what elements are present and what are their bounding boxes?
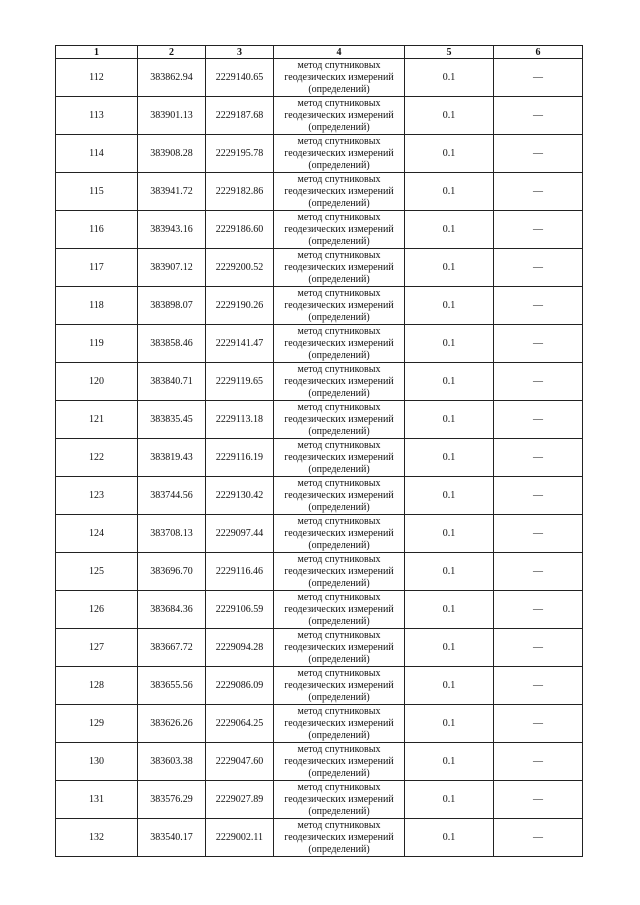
header-col-4: 4 [274, 46, 405, 59]
point-number-cell: 118 [56, 287, 138, 325]
accuracy-cell: 0.1 [405, 97, 494, 135]
accuracy-cell: 0.1 [405, 363, 494, 401]
y-coordinate-cell: 2229186.60 [206, 211, 274, 249]
table-row [56, 211, 583, 249]
method-cell [274, 743, 405, 781]
y-coordinate-cell: 2229097.44 [206, 515, 274, 553]
method-line: метод спутниковых [297, 211, 381, 223]
method-line: (определений) [308, 273, 370, 285]
table-row [56, 173, 583, 211]
y-coordinate-cell: 2229200.52 [206, 249, 274, 287]
y-coordinate-cell: 2229195.78 [206, 135, 274, 173]
method-cell [274, 173, 405, 211]
method-line: геодезических измерений [284, 527, 394, 539]
header-col-3: 3 [206, 46, 274, 59]
y-coordinate-cell: 2229002.11 [206, 819, 274, 857]
point-number-cell: 114 [56, 135, 138, 173]
col6-cell: — [494, 781, 583, 819]
x-coordinate-cell: 383862.94 [138, 59, 206, 97]
method-line: (определений) [308, 311, 370, 323]
y-coordinate-cell: 2229086.09 [206, 667, 274, 705]
method-line: метод спутниковых [297, 743, 381, 755]
point-number-cell: 121 [56, 401, 138, 439]
y-coordinate-cell: 2229106.59 [206, 591, 274, 629]
method-line: геодезических измерений [284, 413, 394, 425]
table-row [56, 325, 583, 363]
point-number-cell: 128 [56, 667, 138, 705]
x-coordinate-cell: 383744.56 [138, 477, 206, 515]
method-line: (определений) [308, 387, 370, 399]
y-coordinate-cell: 2229130.42 [206, 477, 274, 515]
method-line: геодезических измерений [284, 641, 394, 653]
x-coordinate-cell: 383901.13 [138, 97, 206, 135]
y-coordinate-cell: 2229116.46 [206, 553, 274, 591]
table-row [56, 135, 583, 173]
method-cell [274, 705, 405, 743]
point-number-cell: 119 [56, 325, 138, 363]
method-cell [274, 97, 405, 135]
method-cell [274, 401, 405, 439]
method-line: метод спутниковых [297, 249, 381, 261]
x-coordinate-cell: 383576.29 [138, 781, 206, 819]
y-coordinate-cell: 2229113.18 [206, 401, 274, 439]
method-cell [274, 363, 405, 401]
accuracy-cell: 0.1 [405, 59, 494, 97]
method-line: метод спутниковых [297, 173, 381, 185]
x-coordinate-cell: 383941.72 [138, 173, 206, 211]
method-line: геодезических измерений [284, 223, 394, 235]
point-number-cell: 113 [56, 97, 138, 135]
table-row [56, 515, 583, 553]
table-row [56, 477, 583, 515]
method-line: геодезических измерений [284, 147, 394, 159]
y-coordinate-cell: 2229116.19 [206, 439, 274, 477]
x-coordinate-cell: 383667.72 [138, 629, 206, 667]
header-col-5: 5 [405, 46, 494, 59]
table-row [56, 439, 583, 477]
point-number-cell: 127 [56, 629, 138, 667]
method-line: метод спутниковых [297, 287, 381, 299]
header-row [56, 46, 583, 59]
y-coordinate-cell: 2229190.26 [206, 287, 274, 325]
table-row [56, 819, 583, 857]
x-coordinate-cell: 383908.28 [138, 135, 206, 173]
method-line: (определений) [308, 159, 370, 171]
method-line: (определений) [308, 539, 370, 551]
method-cell [274, 553, 405, 591]
method-line: геодезических измерений [284, 603, 394, 615]
method-line: геодезических измерений [284, 831, 394, 843]
table-row [56, 553, 583, 591]
accuracy-cell: 0.1 [405, 591, 494, 629]
col6-cell: — [494, 705, 583, 743]
accuracy-cell: 0.1 [405, 325, 494, 363]
method-line: метод спутниковых [297, 705, 381, 717]
point-number-cell: 122 [56, 439, 138, 477]
method-line: метод спутниковых [297, 363, 381, 375]
method-cell [274, 59, 405, 97]
method-line: геодезических измерений [284, 337, 394, 349]
table-row [56, 667, 583, 705]
method-line: метод спутниковых [297, 439, 381, 451]
method-line: метод спутниковых [297, 515, 381, 527]
method-line: геодезических измерений [284, 679, 394, 691]
x-coordinate-cell: 383835.45 [138, 401, 206, 439]
table-row [56, 97, 583, 135]
table-row [56, 59, 583, 97]
col6-cell: — [494, 363, 583, 401]
col6-cell: — [494, 287, 583, 325]
method-line: геодезических измерений [284, 565, 394, 577]
method-line: геодезических измерений [284, 489, 394, 501]
y-coordinate-cell: 2229182.86 [206, 173, 274, 211]
method-cell [274, 667, 405, 705]
col6-cell: — [494, 591, 583, 629]
method-line: метод спутниковых [297, 401, 381, 413]
method-line: геодезических измерений [284, 375, 394, 387]
col6-cell: — [494, 667, 583, 705]
method-line: геодезических измерений [284, 299, 394, 311]
method-line: (определений) [308, 83, 370, 95]
point-number-cell: 129 [56, 705, 138, 743]
point-number-cell: 115 [56, 173, 138, 211]
method-line: (определений) [308, 577, 370, 589]
method-cell [274, 325, 405, 363]
method-line: метод спутниковых [297, 97, 381, 109]
table-row [56, 705, 583, 743]
point-number-cell: 112 [56, 59, 138, 97]
accuracy-cell: 0.1 [405, 477, 494, 515]
col6-cell: — [494, 97, 583, 135]
method-line: (определений) [308, 425, 370, 437]
table-row [56, 591, 583, 629]
table-body [56, 59, 583, 857]
method-line: метод спутниковых [297, 135, 381, 147]
y-coordinate-cell: 2229094.28 [206, 629, 274, 667]
method-line: (определений) [308, 653, 370, 665]
method-line: геодезических измерений [284, 451, 394, 463]
method-line: метод спутниковых [297, 325, 381, 337]
accuracy-cell: 0.1 [405, 743, 494, 781]
accuracy-cell: 0.1 [405, 515, 494, 553]
method-cell [274, 249, 405, 287]
x-coordinate-cell: 383907.12 [138, 249, 206, 287]
accuracy-cell: 0.1 [405, 401, 494, 439]
method-line: (определений) [308, 121, 370, 133]
point-number-cell: 116 [56, 211, 138, 249]
col6-cell: — [494, 743, 583, 781]
table-row [56, 363, 583, 401]
x-coordinate-cell: 383708.13 [138, 515, 206, 553]
method-line: геодезических измерений [284, 755, 394, 767]
table-row [56, 629, 583, 667]
x-coordinate-cell: 383603.38 [138, 743, 206, 781]
accuracy-cell: 0.1 [405, 553, 494, 591]
point-number-cell: 125 [56, 553, 138, 591]
table-row [56, 743, 583, 781]
point-number-cell: 126 [56, 591, 138, 629]
point-number-cell: 120 [56, 363, 138, 401]
col6-cell: — [494, 211, 583, 249]
method-line: метод спутниковых [297, 819, 381, 831]
accuracy-cell: 0.1 [405, 249, 494, 287]
method-line: (определений) [308, 615, 370, 627]
method-line: геодезических измерений [284, 185, 394, 197]
y-coordinate-cell: 2229141.47 [206, 325, 274, 363]
col6-cell: — [494, 135, 583, 173]
table-row [56, 401, 583, 439]
x-coordinate-cell: 383819.43 [138, 439, 206, 477]
method-line: (определений) [308, 349, 370, 361]
col6-cell: — [494, 439, 583, 477]
y-coordinate-cell: 2229140.65 [206, 59, 274, 97]
method-line: (определений) [308, 501, 370, 513]
method-line: метод спутниковых [297, 59, 381, 71]
table-row [56, 287, 583, 325]
x-coordinate-cell: 383684.36 [138, 591, 206, 629]
accuracy-cell: 0.1 [405, 629, 494, 667]
method-cell [274, 515, 405, 553]
point-number-cell: 123 [56, 477, 138, 515]
y-coordinate-cell: 2229187.68 [206, 97, 274, 135]
method-line: метод спутниковых [297, 591, 381, 603]
accuracy-cell: 0.1 [405, 705, 494, 743]
method-cell [274, 781, 405, 819]
point-number-cell: 131 [56, 781, 138, 819]
point-number-cell: 117 [56, 249, 138, 287]
method-cell [274, 591, 405, 629]
method-line: метод спутниковых [297, 553, 381, 565]
accuracy-cell: 0.1 [405, 135, 494, 173]
method-line: (определений) [308, 729, 370, 741]
table-row [56, 781, 583, 819]
point-number-cell: 132 [56, 819, 138, 857]
col6-cell: — [494, 249, 583, 287]
header-col-6: 6 [494, 46, 583, 59]
accuracy-cell: 0.1 [405, 211, 494, 249]
method-line: геодезических измерений [284, 793, 394, 805]
x-coordinate-cell: 383858.46 [138, 325, 206, 363]
method-cell [274, 819, 405, 857]
method-line: метод спутниковых [297, 629, 381, 641]
method-line: геодезических измерений [284, 71, 394, 83]
method-cell [274, 629, 405, 667]
table-row [56, 249, 583, 287]
method-cell [274, 439, 405, 477]
accuracy-cell: 0.1 [405, 667, 494, 705]
method-cell [274, 135, 405, 173]
method-line: (определений) [308, 805, 370, 817]
col6-cell: — [494, 401, 583, 439]
x-coordinate-cell: 383898.07 [138, 287, 206, 325]
accuracy-cell: 0.1 [405, 287, 494, 325]
method-line: (определений) [308, 463, 370, 475]
coordinates-table [55, 45, 583, 857]
method-line: геодезических измерений [284, 109, 394, 121]
col6-cell: — [494, 325, 583, 363]
header-col-1: 1 [56, 46, 138, 59]
y-coordinate-cell: 2229119.65 [206, 363, 274, 401]
col6-cell: — [494, 59, 583, 97]
method-cell [274, 477, 405, 515]
point-number-cell: 130 [56, 743, 138, 781]
method-line: геодезических измерений [284, 261, 394, 273]
col6-cell: — [494, 629, 583, 667]
method-cell [274, 287, 405, 325]
accuracy-cell: 0.1 [405, 819, 494, 857]
x-coordinate-cell: 383943.16 [138, 211, 206, 249]
accuracy-cell: 0.1 [405, 173, 494, 211]
col6-cell: — [494, 515, 583, 553]
col6-cell: — [494, 819, 583, 857]
method-line: (определений) [308, 197, 370, 209]
method-line: метод спутниковых [297, 667, 381, 679]
col6-cell: — [494, 553, 583, 591]
method-line: метод спутниковых [297, 477, 381, 489]
method-cell [274, 211, 405, 249]
col6-cell: — [494, 477, 583, 515]
method-line: (определений) [308, 843, 370, 855]
x-coordinate-cell: 383696.70 [138, 553, 206, 591]
y-coordinate-cell: 2229047.60 [206, 743, 274, 781]
method-line: метод спутниковых [297, 781, 381, 793]
method-line: (определений) [308, 767, 370, 779]
accuracy-cell: 0.1 [405, 781, 494, 819]
point-number-cell: 124 [56, 515, 138, 553]
y-coordinate-cell: 2229027.89 [206, 781, 274, 819]
method-line: геодезических измерений [284, 717, 394, 729]
x-coordinate-cell: 383655.56 [138, 667, 206, 705]
col6-cell: — [494, 173, 583, 211]
y-coordinate-cell: 2229064.25 [206, 705, 274, 743]
header-col-2: 2 [138, 46, 206, 59]
method-line: (определений) [308, 691, 370, 703]
x-coordinate-cell: 383626.26 [138, 705, 206, 743]
method-line: (определений) [308, 235, 370, 247]
x-coordinate-cell: 383840.71 [138, 363, 206, 401]
x-coordinate-cell: 383540.17 [138, 819, 206, 857]
accuracy-cell: 0.1 [405, 439, 494, 477]
